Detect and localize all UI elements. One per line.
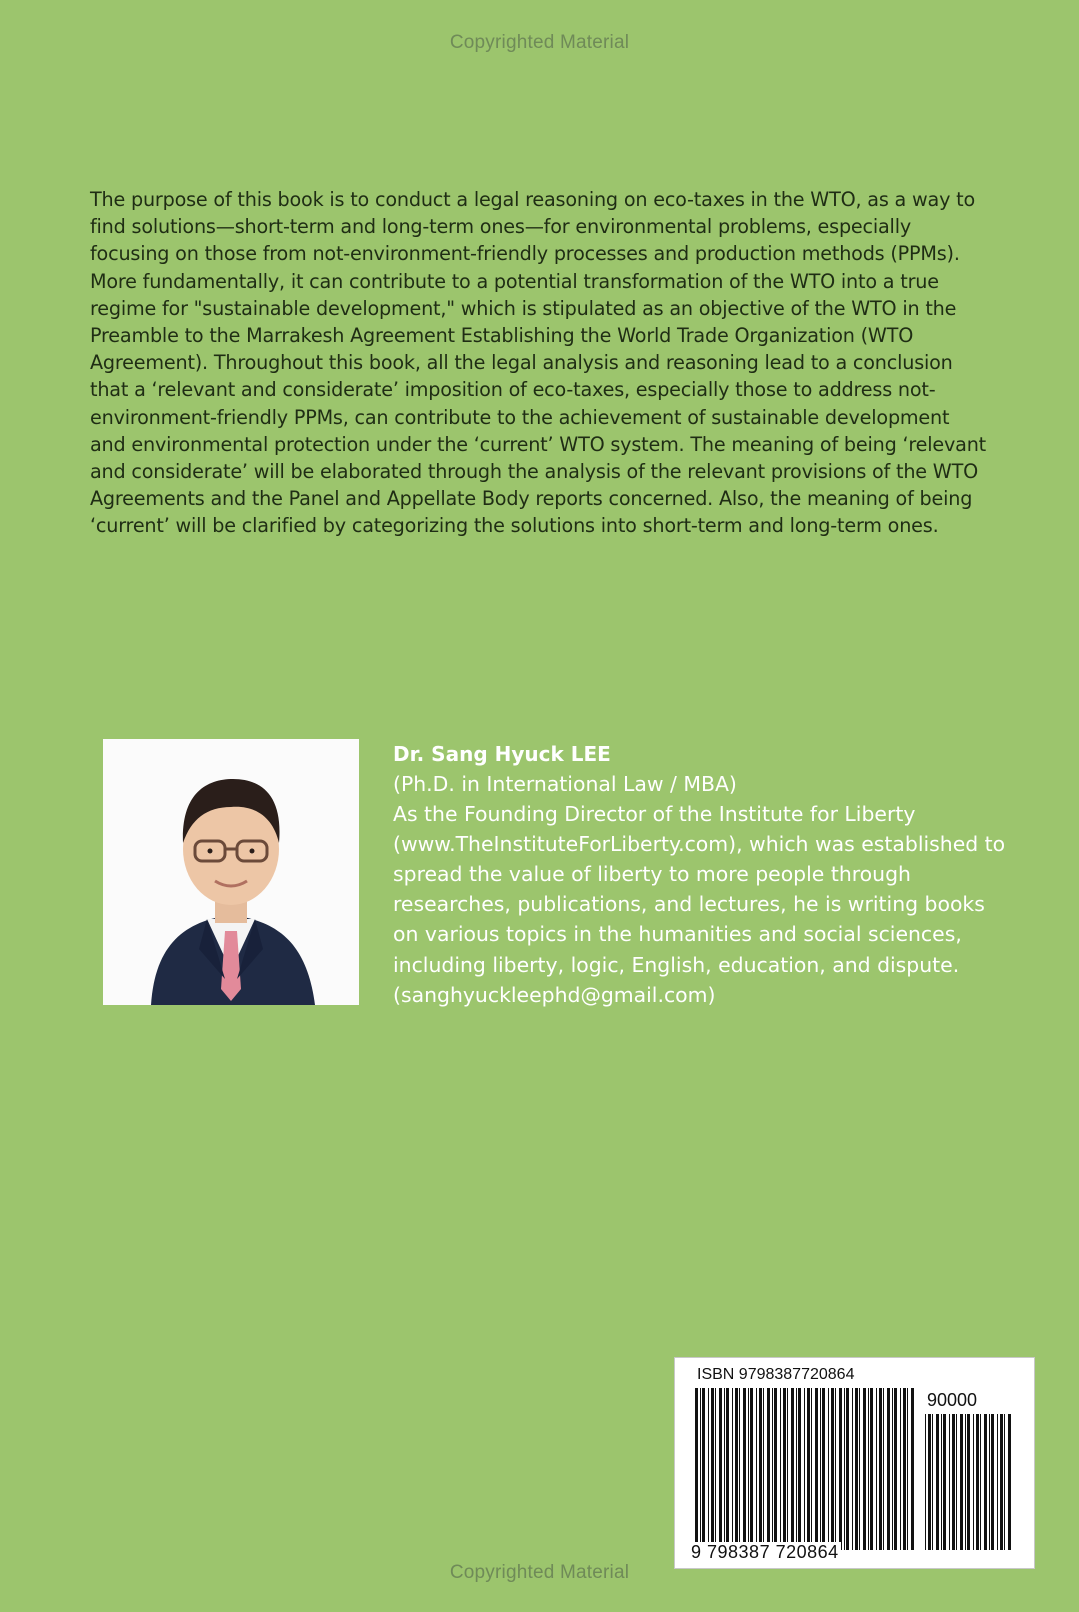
price-code: 90000 [927, 1390, 978, 1410]
copyright-watermark-top: Copyrighted Material [449, 32, 630, 53]
barcode-addon-bars [923, 1414, 1015, 1550]
isbn-label: ISBN 9798387720864 [697, 1366, 855, 1383]
book-description: The purpose of this book is to conduct a legal reasoning on eco-taxes in the WTO, as a way to find solutions—short-term and long-term ones—for environmental problems, especially focusing on those from not-environment-friendly processes and production methods (PPMs). More fundamentally, it can contribute to a potential transformation of the WTO into a true regime for "sustainable development," which is stipulated as an objective of the WTO in the Preamble to the Marrakesh Agreement Establishing the World Trade Organization (WTO Agreement). Throughout this book, all the legal analysis and reasoning lead to a conclusion that a ‘relevant and considerate’ imposition of eco-taxes, especially those to address not-environment-friendly PPMs, can contribute to the achievement of sustainable development and environmental protection under the ‘current’ WTO system. The meaning of being ‘relevant and considerate’ will be elaborated through the analysis of the relevant provisions of the WTO Agreements and the Panel and Appellate Body reports concerned. Also, the meaning of being ‘current’ will be clarified by categorizing the solutions into short-term and long-term ones. [90, 188, 986, 538]
barcode-digits: 9 798387 720864 [691, 1542, 839, 1562]
isbn-barcode [674, 1357, 1035, 1569]
author-bio-text: (Ph.D. in International Law / MBA) As the Founding Director of the Institute for Liberty (www.TheInstituteForLiberty.com), which was established to spread the value of liberty to more people through researches, publications, and lectures, he is writing books on various topics in the humanities and social sciences, including liberty, logic, English, education, and dispute. (sanghyuckleephd@gmail.com) [393, 772, 1006, 1007]
author-name: Dr. Sang Hyuck LEE [393, 742, 611, 766]
author-bio [393, 739, 1013, 1010]
barcode-bars [693, 1388, 915, 1550]
author-photo [103, 739, 359, 1005]
copyright-watermark-bottom: Copyrighted Material [449, 1562, 630, 1583]
